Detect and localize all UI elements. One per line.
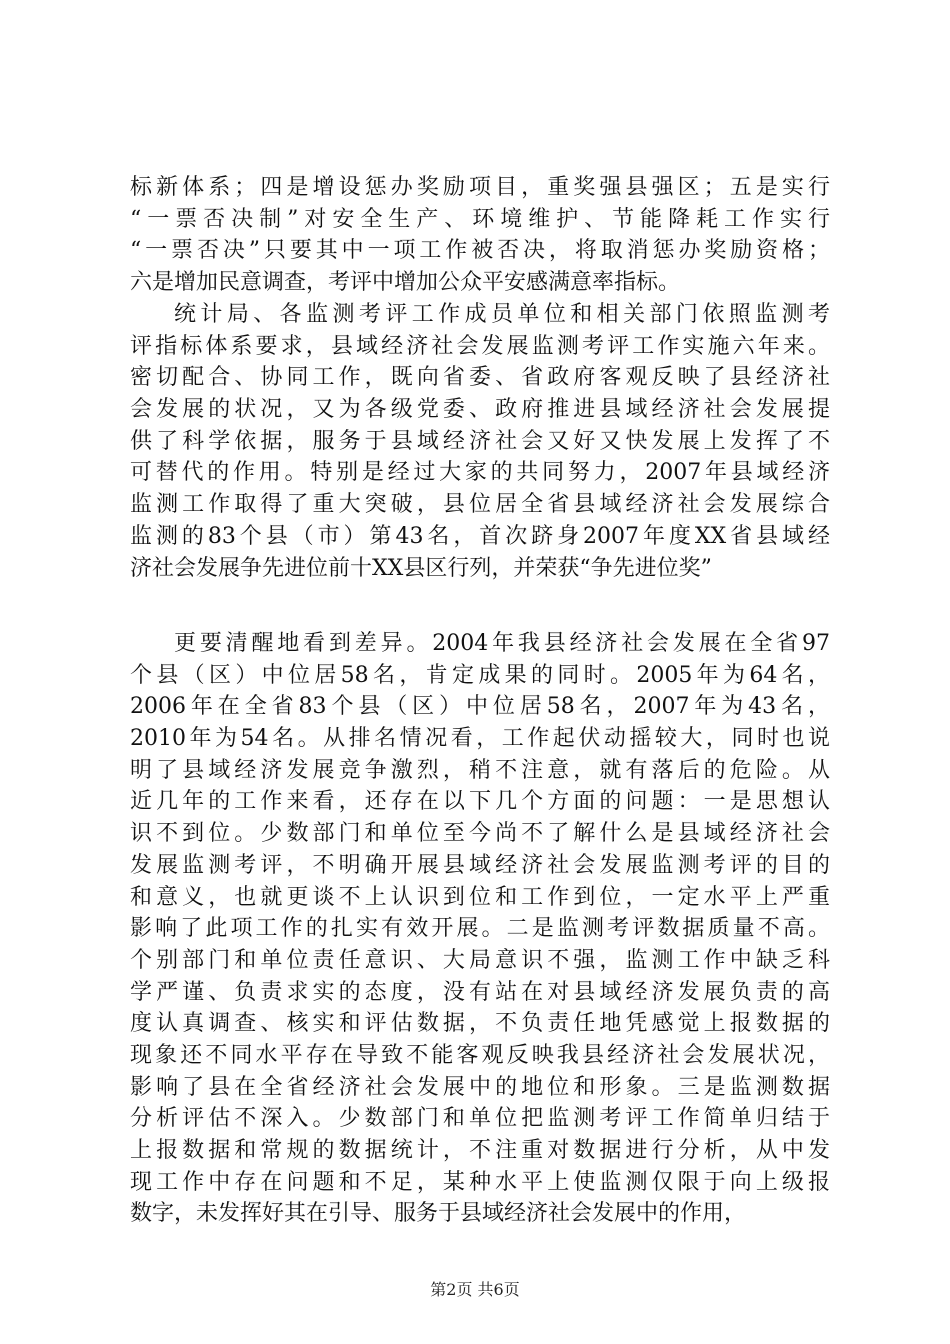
paragraph-line: 2010年为54名。从排名情况看，工作起伏动摇较大，同时也说 <box>130 726 830 752</box>
paragraph-line: 评指标体系要求，县域经济社会发展监测考评工作实施六年来。 <box>130 333 830 359</box>
paragraph-line: 和意义，也就更谈不上认识到位和工作到位，一定水平上严重 <box>130 884 830 910</box>
paragraph-line: 2006年在全省83个县（区）中位居58名，2007年为43名， <box>130 694 830 720</box>
paragraph-line: 六是增加民意调查，考评中增加公众平安感满意率指标。 <box>130 270 681 296</box>
paragraph-line: 可替代的作用。特别是经过大家的共同努力，2007年县域经济 <box>130 460 830 486</box>
paragraph-line: 现工作中存在问题和不足，某种水平上使监测仅限于向上级报 <box>130 1169 830 1195</box>
paragraph-line: 供了科学依据，服务于县域经济社会又好又快发展上发挥了不 <box>130 428 830 454</box>
paragraph-line: 更要清醒地看到差异。2004年我县经济社会发展在全省97 <box>174 631 830 656</box>
paragraph-line: 近几年的工作来看，还存在以下几个方面的问题：一是思想认 <box>130 789 830 815</box>
paragraph-line: 上报数据和常规的数据统计，不注重对数据进行分析，从中发 <box>130 1138 830 1163</box>
paragraph-line: 明了县域经济发展竞争激烈，稍不注意，就有落后的危险。从 <box>130 757 830 783</box>
paragraph-line: 发展监测考评，不明确开展县域经济社会发展监测考评的目的 <box>130 852 830 878</box>
paragraph-line: 影响了此项工作的扎实有效开展。二是监测考评数据质量不高。 <box>130 916 830 942</box>
paragraph-line: 数字，未发挥好其在引导、服务于县域经济社会发展中的作用， <box>130 1201 747 1227</box>
paragraph-line: 学严谨、负责求实的态度，没有站在对县域经济发展负责的高 <box>130 979 830 1005</box>
paragraph-line: 密切配合、协同工作，既向省委、省政府客观反映了县经济社 <box>130 365 830 391</box>
paragraph-line: 分析评估不深入。少数部门和单位把监测考评工作简单归结于 <box>130 1106 830 1132</box>
paragraph-line: 现象还不同水平存在导致不能客观反映我县经济社会发展状况， <box>130 1042 830 1068</box>
paragraph-line: 标新体系；四是增设惩办奖励项目，重奖强县强区；五是实行 <box>130 175 830 200</box>
paragraph-3 <box>130 628 830 1230</box>
paragraph-line: 个别部门和单位责任意识、大局意识不强，监测工作中缺乏科 <box>130 947 830 973</box>
paragraph-line: 度认真调查、核实和评估数据，不负责任地凭感觉上报数据的 <box>130 1011 830 1037</box>
paragraph-line: 监测的83个县（市）第43名，首次跻身2007年度XX省县域经 <box>130 523 830 549</box>
paragraph-line: 济社会发展争先进位前十XX县区行列，并荣获“争先进位奖” <box>130 555 712 581</box>
paragraph-line: 监测工作取得了重大突破，县位居全省县域经济社会发展综合 <box>130 492 830 518</box>
paragraph-line: 影响了县在全省经济社会发展中的地位和形象。三是监测数据 <box>130 1074 830 1100</box>
paragraph-1 <box>130 172 830 299</box>
paragraph-line: 识不到位。少数部门和单位至今尚不了解什么是县域经济社会 <box>130 821 830 847</box>
paragraph-2 <box>130 299 830 584</box>
paragraph-line: “一票否决制”对安全生产、环境维护、节能降耗工作实行 <box>130 206 830 232</box>
paragraph-line: 会发展的状况，又为各级党委、政府推进县域经济社会发展提 <box>130 397 830 423</box>
paragraph-line: 个县（区）中位居58名，肯定成果的同时。2005年为64名， <box>130 662 830 688</box>
paragraph-line: 统计局、各监测考评工作成员单位和相关部门依照监测考 <box>174 302 830 327</box>
page-number-footer: 第2页 共6页 <box>430 1280 520 1299</box>
paragraph-line: “一票否决”只要其中一项工作被否决，将取消惩办奖励资格； <box>130 238 830 264</box>
